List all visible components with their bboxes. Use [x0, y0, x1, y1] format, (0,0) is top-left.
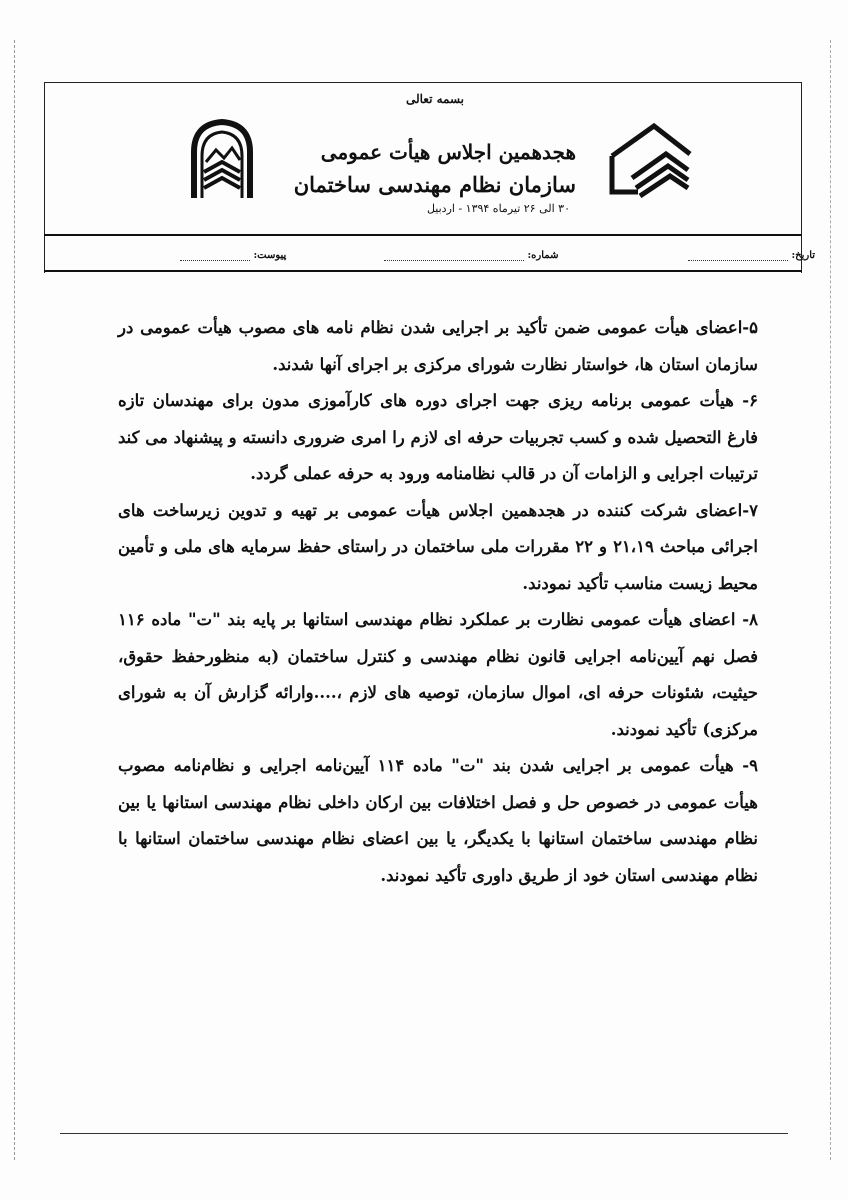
resolution-item-8: ۸- اعضای هیأت عمومی نظارت بر عملکرد نظام مهندسی استانها بر پایه بند "ت" ماده ۱۱۶ فصل نهم آیین‌نامه اجرایی قانون نظام مهندسی و کنترل ساختمان (به منظورحفظ حقوق، حیثیت، شئونات حرفه ای، اموال سازمان، توصیه های لازم ،....وارائه گزارش آن به شورای مرکزی) تأکید نمودند.	[118, 610, 758, 739]
date-field	[688, 250, 815, 261]
header-divider	[44, 234, 802, 236]
organization-emblem-icon	[190, 118, 254, 200]
date-label: تاریخ:	[791, 250, 816, 261]
resolution-item-9: ۹- هیأت عمومی بر اجرایی شدن بند "ت" ماده ۱۱۴ آیین‌نامه اجرایی و نظام‌نامه مصوب هیأت عمومی در خصوص حل و فصل اختلافات بین ارکان داخلی نظام مهندسی استانها یا بین نظام مهندسی ساختمان استانها با یکدیگر، یا بین اعضای نظام مهندسی ساختمان استانها با نظام مهندسی استان خود از طریق داوری تأکید نمودند.	[118, 756, 758, 885]
scan-edge-left	[14, 40, 16, 1160]
event-date-line: ۳۰ الی ۲۶ تیرماه ۱۳۹۴ - اردبیل	[426, 202, 570, 215]
number-blank	[384, 252, 524, 261]
number-label: شماره:	[527, 250, 559, 261]
resolution-item-5: ۵-اعضای هیأت عمومی ضمن تأکید بر اجرایی شدن نظام نامه های مصوب هیأت عمومی در سازمان استان ها، خواستار نظارت شورای مرکزی بر اجرای آنها شدند.	[118, 318, 758, 374]
attachment-blank	[180, 252, 250, 261]
date-blank	[688, 252, 788, 261]
resolutions-body	[118, 310, 758, 894]
attachment-field	[180, 250, 286, 261]
resolution-item-6: ۶- هیأت عمومی برنامه ریزی جهت اجرای دوره های کارآموزی مدون برای مهندسان تازه فارغ التحصیل شده و کسب تجربیات حرفه ای لازم را امری ضروری دانسته و پیشنهاد می کند ترتیبات اجرایی و الزامات آن در قالب نظامنامه ورود به حرفه عملی گردد.	[118, 391, 758, 483]
attachment-label: پیوست:	[253, 250, 287, 261]
scan-edge-right	[830, 40, 832, 1160]
footer-divider	[60, 1133, 788, 1134]
organization-logo-icon	[606, 118, 694, 198]
organization-title: سازمان نظام مهندسی ساختمان	[293, 172, 576, 197]
basmala-heading: بسمه تعالی	[405, 92, 465, 106]
resolution-item-7: ۷-اعضای شرکت کننده در هجدهمین اجلاس هیأت عمومی بر تهیه و تدوین زیرساخت های اجرائی مباحث ۲۱،۱۹ و ۲۲ مقررات ملی ساختمان در راستای حفظ سرمایه های ملی و تأمین محیط زیست مناسب تأکید نمودند.	[118, 500, 758, 593]
header-bottom-divider	[44, 270, 802, 272]
number-field	[384, 250, 558, 261]
assembly-title: هجدهمین اجلاس هیأت عمومی	[320, 140, 576, 164]
